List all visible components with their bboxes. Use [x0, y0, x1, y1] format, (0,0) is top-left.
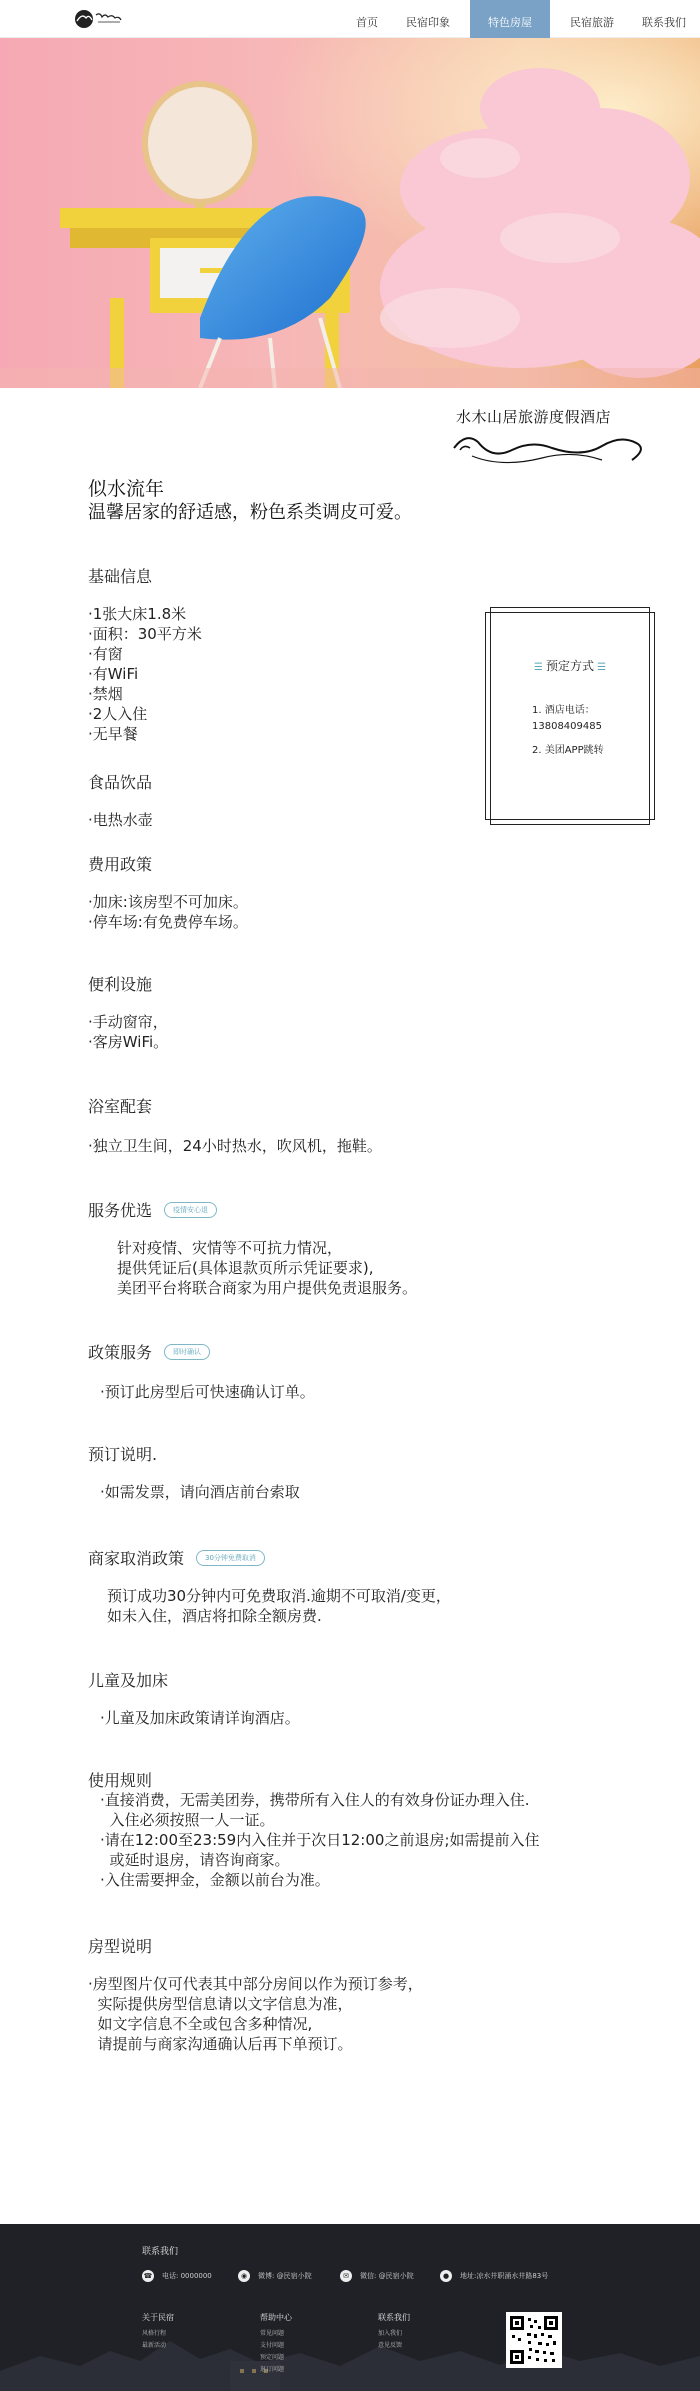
nav-contact[interactable]: 联系我们 — [642, 16, 686, 29]
footer-skyline-decoration — [0, 2331, 700, 2391]
room-note-text: ·房型图片仅可代表其中部分房间以作为预订参考， 实际提供房型信息请以文字信息为准， 如文字信息不全或包含多种情况, 请提前与商家沟通确认后再下单预订。 — [88, 1975, 423, 2053]
hotel-name: 水木山居旅游度假酒店 — [456, 408, 612, 426]
list-item: ·面积：30平方米 — [88, 625, 202, 643]
nav-impression[interactable]: 民宿印象 — [406, 16, 450, 29]
room-subtitle: 温馨居家的舒适感，粉色系类调皮可爱。 — [88, 502, 412, 523]
list-item: ·有WiFi — [88, 665, 139, 683]
service-text: 针对疫情、灾情等不可抗力情况， 提供凭证后(具体退款页所示凭证要求), 美团平台将联合商家为用户提供免责退服务。 — [117, 1239, 418, 1297]
list-item: ·客房WiFi。 — [88, 1033, 169, 1051]
list-item: ·无早餐 — [88, 725, 138, 743]
list-item: ·独立卫生间，24小时热水，吹风机，拖鞋。 — [88, 1137, 382, 1155]
top-nav — [0, 0, 700, 38]
qr-code — [506, 2312, 562, 2368]
section-basic-info-title: 基础信息 — [88, 567, 153, 586]
footer — [0, 2224, 700, 2391]
decor-lines-icon: ☰ — [594, 662, 607, 673]
policy-tag: 即时确认 — [164, 1344, 210, 1360]
footer-phone[interactable]: ☎ 电话: 0000000 — [143, 2272, 212, 2280]
footer-link[interactable]: 常见问题 — [260, 2330, 285, 2337]
footer-link[interactable]: 预定问题 — [260, 2354, 285, 2361]
footer-link[interactable]: 退订问题 — [260, 2366, 285, 2373]
hotel-phone[interactable]: 13808409485 — [532, 721, 602, 732]
fee-list — [88, 892, 248, 932]
cancel-text: 预订成功30分钟内可免费取消.逾期不可取消/变更， 如未入住，酒店将扣除全额房费. — [107, 1587, 451, 1625]
facility-list — [88, 1012, 168, 1052]
basic-info-list — [88, 604, 202, 744]
nav-travel[interactable]: 民宿旅游 — [570, 16, 614, 29]
footer-address: ● 地址:凉水井职涌水井路83号 — [440, 2270, 548, 2282]
policy-list — [100, 1382, 315, 1402]
nav-menu — [342, 0, 700, 38]
list-item: ·1张大床1.8米 — [88, 605, 187, 623]
logo[interactable] — [74, 6, 134, 32]
room-title: 似水流年 — [88, 478, 165, 500]
footer-wechat[interactable]: ✉ 微信: @民宿小院 — [340, 2270, 414, 2282]
footer-link[interactable]: 加入我们 — [378, 2330, 403, 2337]
footer-contact-title: 联系我们 — [142, 2247, 179, 2257]
weibo-icon: ◉ — [238, 2270, 250, 2282]
location-icon: ● — [440, 2270, 452, 2282]
section-booking-note-title: 预订说明. — [88, 1445, 158, 1464]
food-list — [88, 810, 153, 830]
list-item: ·2人入住 — [88, 705, 148, 723]
footer-col-contact: 联系我们 — [378, 2313, 410, 2322]
hero-room-photo — [0, 38, 700, 388]
section-children-title: 儿童及加床 — [88, 1671, 169, 1690]
section-facility-title: 便利设施 — [88, 975, 153, 994]
section-fee-title: 费用政策 — [88, 855, 153, 874]
footer-col-help: 帮助中心 — [260, 2313, 292, 2322]
footer-link[interactable]: 意见反馈 — [378, 2342, 403, 2349]
section-room-note-title: 房型说明 — [88, 1937, 153, 1956]
hotel-name-badge — [452, 402, 652, 472]
list-item: ·禁烟 — [88, 685, 123, 703]
children-list — [100, 1708, 300, 1728]
booking-line[interactable]: 2. 美团APP跳转 — [532, 745, 604, 756]
list-item: ·如需发票，请向酒店前台索取 — [100, 1483, 300, 1501]
booking-note-list — [100, 1482, 300, 1502]
bath-list — [88, 1136, 382, 1156]
footer-weibo[interactable]: ◉ 微博: @民宿小院 — [238, 2270, 312, 2282]
nav-home[interactable]: 首页 — [356, 16, 378, 29]
service-tag: 疫情安心退 — [164, 1202, 217, 1218]
section-policy-title: 政策服务 即时确认 — [88, 1340, 210, 1363]
section-rules-title: 使用规则 — [88, 1771, 153, 1790]
list-item: ·有窗 — [88, 645, 123, 663]
footer-link[interactable]: 支付问题 — [260, 2342, 285, 2349]
list-item: ·加床:该房型不可加床。 — [88, 893, 248, 911]
list-item: ·手动窗帘， — [88, 1013, 168, 1031]
list-item: ·电热水壶 — [88, 811, 153, 829]
section-service-title: 服务优选 疫情安心退 — [88, 1198, 217, 1221]
footer-link[interactable]: 风格行程 — [142, 2330, 167, 2337]
list-item: ·预订此房型后可快速确认订单。 — [100, 1383, 315, 1401]
footer-col-about: 关于民宿 — [142, 2313, 174, 2322]
section-food-title: 食品饮品 — [88, 773, 153, 792]
section-cancel-title: 商家取消政策 30分钟免费取消 — [88, 1546, 265, 1569]
list-item: ·停车场:有免费停车场。 — [88, 913, 248, 931]
list-item: ·儿童及加床政策请详询酒店。 — [100, 1709, 300, 1727]
ink-mountain-icon — [452, 420, 652, 470]
footer-link[interactable]: 最新活动 — [142, 2342, 167, 2349]
section-bath-title: 浴室配套 — [88, 1097, 153, 1116]
cancel-tag: 30分钟免费取消 — [196, 1550, 265, 1566]
booking-line: 1. 酒店电话： — [532, 705, 595, 716]
booking-method-box — [490, 607, 650, 825]
booking-method-title: ☰ 预定方式 ☰ — [533, 659, 607, 673]
decor-lines-icon: ☰ — [533, 662, 546, 673]
nav-featured-rooms[interactable]: 特色房屋 — [470, 0, 550, 38]
phone-icon: ☎ — [143, 2272, 153, 2280]
wechat-icon: ✉ — [340, 2270, 352, 2282]
rules-text: ·直接消费，无需美团券，携带所有入住人的有效身份证办理入住. 入住必须按照一人一证。 ·请在12:00至23:59内入住并于次日12:00之前退房;如需提前入住 或延时退房，请咨询商家。 ·入住需要押金，金额以前台为准。 — [100, 1791, 540, 1889]
